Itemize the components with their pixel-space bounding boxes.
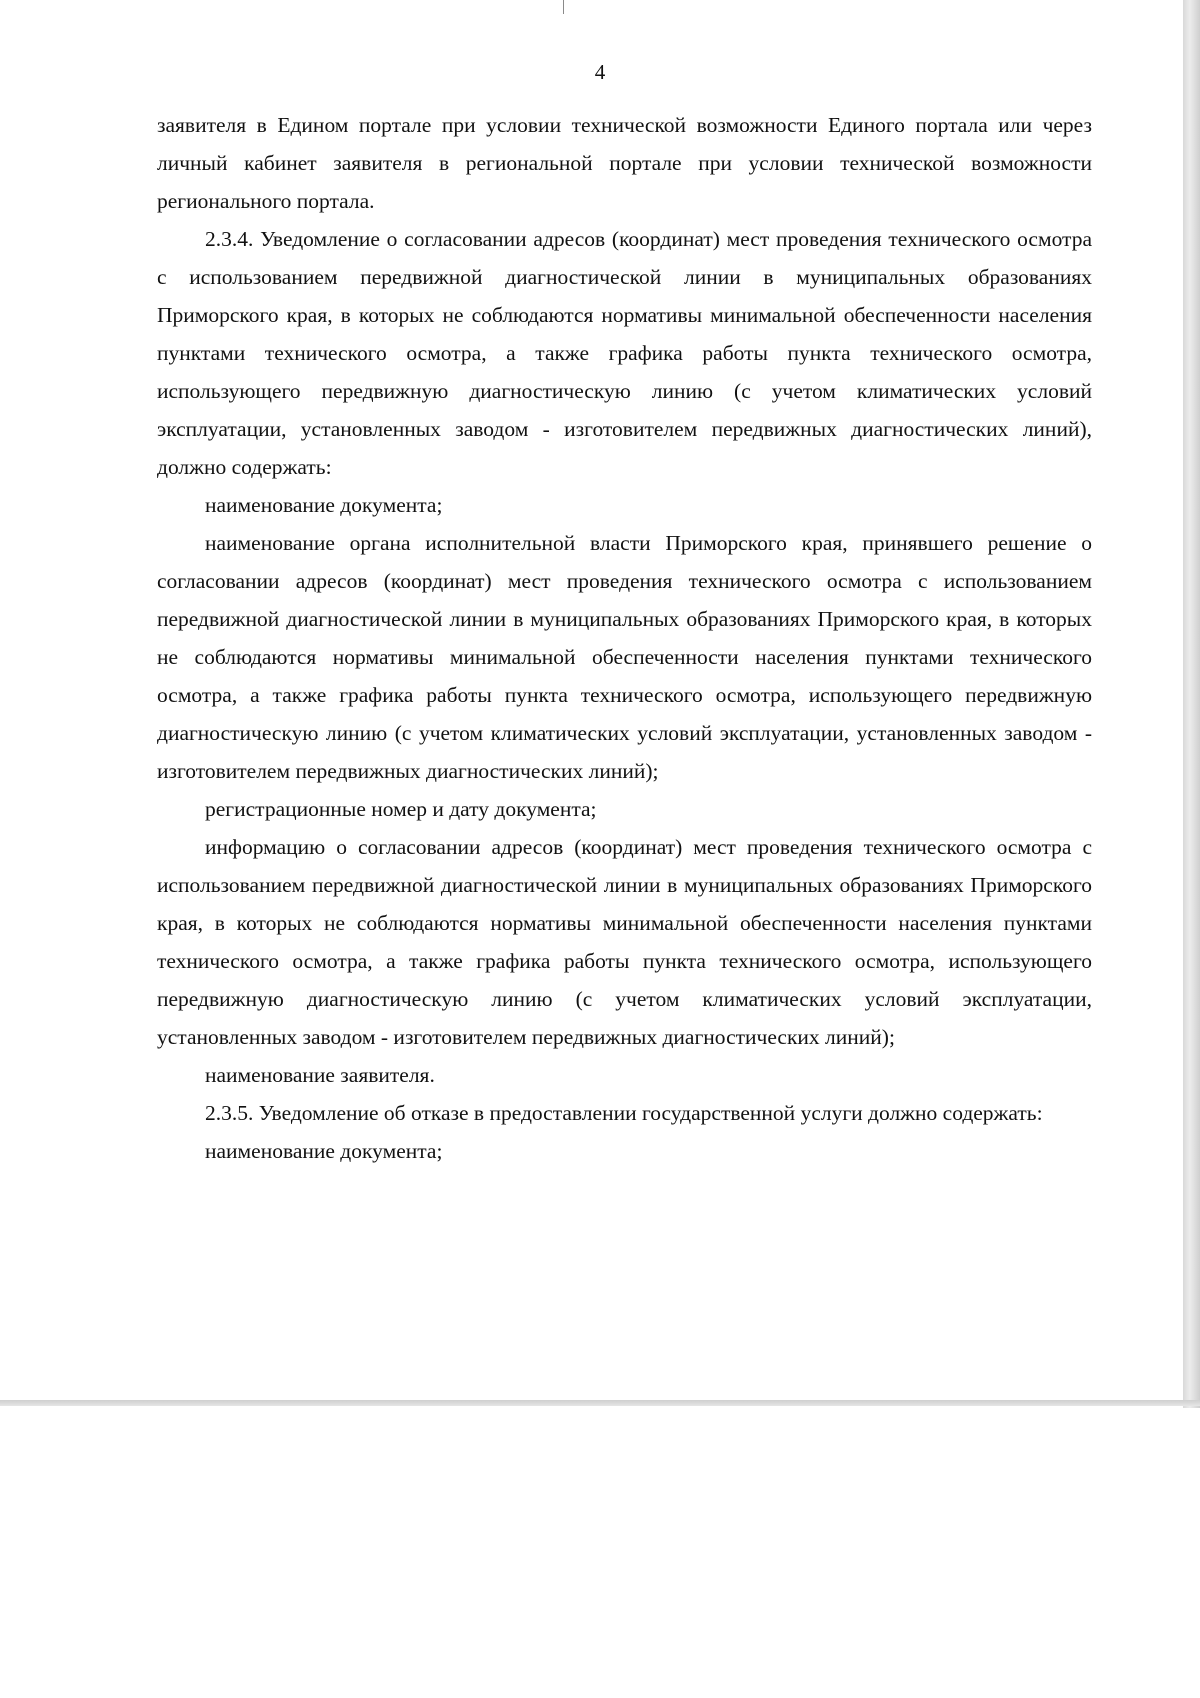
page-number: 4	[594, 60, 606, 84]
paragraph: наименование органа исполнительной власти Приморского края, принявшего решение о согласовании адресов (координат) мест проведения технического осмотра с использованием передвижной диагностической линии в муниципальных образованиях Приморского края, в которых не соблюдаются нормативы минимальной обеспеченности населения пунктами технического осмотра, а также графика работы пункта технического осмотра, использующего передвижную диагностическую линию (с учетом климатических условий эксплуатации, установленных заводом - изготовителем передвижных диагностических линий);	[157, 531, 1092, 783]
document-body	[157, 106, 1092, 1170]
paragraph: наименование заявителя.	[205, 1063, 435, 1087]
paragraph: 2.3.4. Уведомление о согласовании адресов (координат) мест проведения технического осмотра с использованием передвижной диагностической линии в муниципальных образованиях Приморского края, в которых не соблюдаются нормативы минимальной обеспеченности населения пунктами технического осмотра, а также графика работы пункта технического осмотра, использующего передвижную диагностическую линию (с учетом климатических условий эксплуатации, установленных заводом - изготовителем передвижных диагностических линий), должно содержать:	[157, 227, 1092, 479]
paragraph: наименование документа;	[205, 493, 443, 517]
scan-mark	[563, 0, 564, 14]
scan-edge-bottom	[0, 1400, 1200, 1406]
paragraph: заявителя в Едином портале при условии технической возможности Единого портала или через личный кабинет заявителя в региональной портале при условии технической возможности регионального портала.	[157, 113, 1092, 213]
paragraph: информацию о согласовании адресов (координат) мест проведения технического осмотра с использованием передвижной диагностической линии в муниципальных образованиях Приморского края, в которых не соблюдаются нормативы минимальной обеспеченности населения пунктами технического осмотра, а также графика работы пункта технического осмотра, использующего передвижную диагностическую линию (с учетом климатических условий эксплуатации, установленных заводом - изготовителем передвижных диагностических линий);	[157, 835, 1092, 1049]
paragraph: регистрационные номер и дату документа;	[205, 797, 597, 821]
paragraph: 2.3.5. Уведомление об отказе в предоставлении государственной услуги должно содержать:	[205, 1101, 1043, 1125]
paragraph: наименование документа;	[205, 1139, 443, 1163]
scan-edge-right	[1183, 0, 1200, 1408]
